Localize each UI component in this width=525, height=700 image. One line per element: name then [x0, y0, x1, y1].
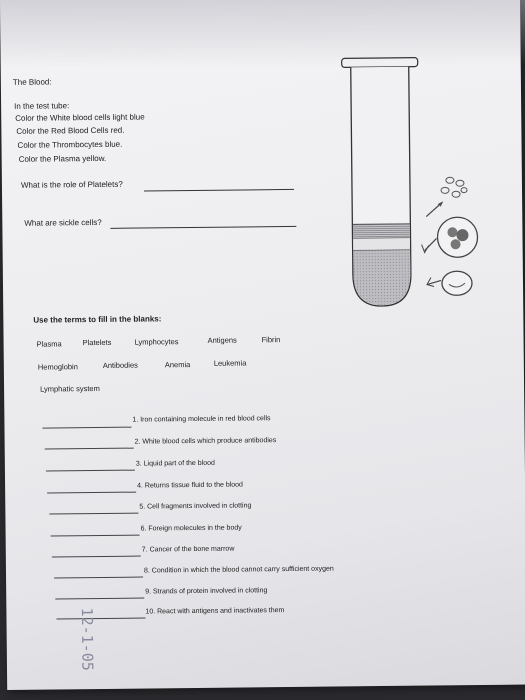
blank-line[interactable] [52, 556, 141, 558]
word-bank-term: Lymphocytes [134, 337, 179, 347]
worksheet-title: The Blood: [12, 77, 52, 87]
blank-line[interactable] [45, 448, 134, 450]
plasma-layer [353, 224, 410, 239]
fill-in-item: 9. Strands of protein involved in clotting [145, 587, 268, 596]
instructions-intro: In the test tube: [14, 101, 70, 111]
blank-line[interactable] [46, 470, 135, 472]
handwritten-date: 12-1-05 [77, 607, 97, 671]
blood-cell-illustrations [412, 170, 503, 301]
instruction-line: Color the Red Blood Cells red. [16, 125, 125, 136]
word-bank-term: Hemoglobin [37, 362, 78, 372]
fill-in-item: 6. Foreign molecules in the body [140, 524, 242, 533]
word-bank-term: Antibodies [102, 360, 138, 370]
word-bank-term: Platelets [82, 337, 112, 348]
sickle-question: What are sickle cells? [24, 217, 102, 228]
word-bank-term: Lymphatic system [40, 383, 100, 394]
blank-line[interactable] [54, 577, 143, 579]
page-shadow [0, 0, 525, 70]
fill-in-item: 7. Cancer of the bone marrow [141, 545, 235, 554]
platelets-answer-line[interactable] [144, 189, 294, 192]
blank-line[interactable] [42, 427, 131, 429]
white-blood-cell-icon [437, 217, 477, 257]
fill-in-item: 1. Iron containing molecule in red blood cells [132, 415, 271, 424]
platelet-pointer [426, 202, 442, 216]
blank-line[interactable] [49, 513, 138, 515]
fill-in-item: 4. Returns tissue fluid to the blood [137, 481, 243, 490]
word-bank-term: Plasma [36, 339, 62, 349]
blank-line[interactable] [51, 535, 140, 537]
word-bank-term: Anemia [164, 360, 191, 370]
fill-in-item: 3. Liquid part of the blood [135, 459, 215, 468]
red-cell-layer [353, 250, 410, 306]
platelets-question: What is the role of Platelets? [20, 179, 123, 190]
red-blood-cell-icon [442, 271, 472, 295]
word-bank-term: Fibrin [261, 335, 281, 345]
sickle-answer-line[interactable] [110, 226, 296, 229]
instruction-line: Color the White blood cells light blue [15, 112, 145, 123]
instruction-line: Color the Thrombocytes blue. [17, 139, 123, 150]
fill-in-item: 5. Cell fragments involved in clotting [139, 502, 252, 511]
tube-rim [342, 58, 418, 68]
word-bank-term: Antigens [207, 335, 237, 345]
instruction-line: Color the Plasma yellow. [18, 153, 107, 164]
fill-in-item: 10. React with antigens and inactivates them [145, 607, 285, 616]
word-bank-term: Leukemia [213, 358, 247, 368]
platelet-icon [441, 177, 467, 197]
white-cell-layer [353, 238, 410, 251]
word-bank-heading: Use the terms to fill in the blanks: [33, 314, 162, 325]
blank-line[interactable] [47, 492, 136, 494]
fill-in-item: 2. White blood cells which produce antibodies [134, 437, 277, 446]
blank-line[interactable] [55, 598, 144, 600]
fill-in-item: 8. Condition in which the blood cannot carry sufficient oxygen [143, 565, 334, 575]
